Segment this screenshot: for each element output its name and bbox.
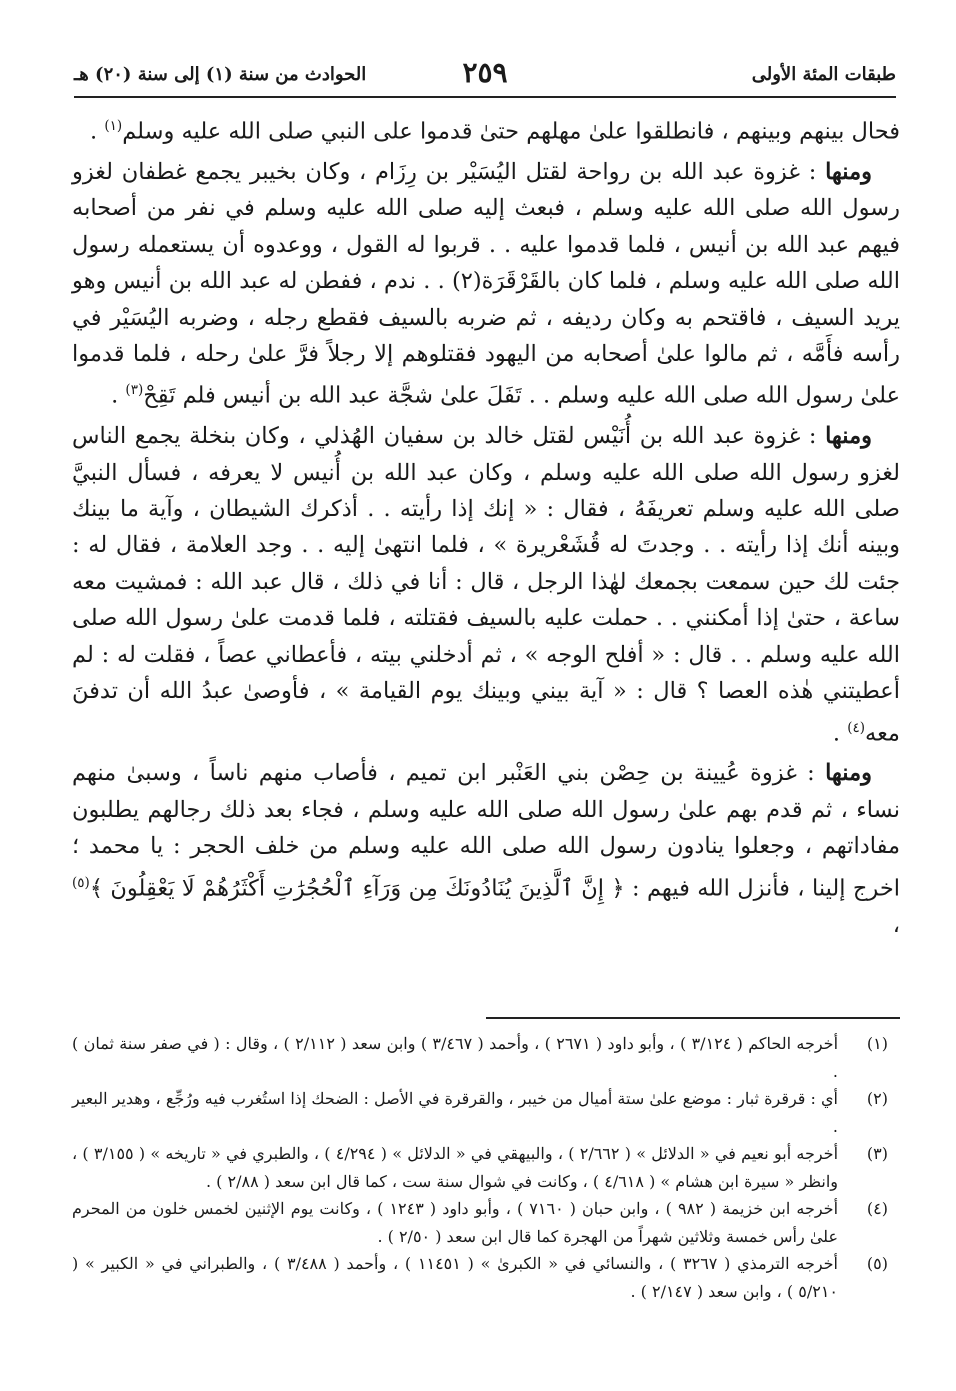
footnote-separator [486, 1017, 900, 1019]
paragraph-end: . [111, 382, 126, 409]
paragraph-text: : غزوة عُيينة بن حِصْن بني العَنْبر ابن تميم ، فأصاب منهم ناساً ، وسبىٰ منهم نساء ، ثم قدم بهم علىٰ رسول الله صلى الله عليه وسلم ، فجاء بعد ذلك رجالهم يطلبون مفاداتهم ، وجعلوا ينادون رسول الله صلى الله عليه وسلم من خلف الحجر : يا محمد ؛ اخرج إلينا ، فأنزل الله فيهم : ﴿ إِنَّ ٱلَّذِينَ يُنَادُونَكَ مِن وَرَآءِ ٱلْحُجُرَٰتِ أَكْثَرُهُمْ لَا يَعْقِلُونَ ﴾ [72, 760, 900, 902]
paragraph [72, 154, 900, 414]
footnote-ref[interactable]: (٥) [72, 874, 90, 891]
footnote-number: (٤) [866, 1199, 888, 1218]
main-text [72, 108, 900, 947]
paragraph-text: فحال بينهم وبينهم ، فانطلقوا علىٰ مهلهم حتىٰ قدموا على النبي صلى الله عليه وسلم [122, 118, 900, 145]
paragraph-text: : غزوة عبد الله بن رواحة لقتل اليُسَيْر بن رِزَام ، وكان بخيبر يجمع غطفان لغزو رسول الله صلى الله عليه وسلم ، فبعث إليه صلى الله عليه وسلم في نفر من أصحابه فيهم عبد الله بن أنيس ، فلما قدموا عليه . . قربوا له القول ، ووعدوه أن يستعمله رسول الله صلى الله عليه وسلم ، فلما كان بالقَرْقَرَة(٢) . . ندم ، ففطن له عبد الله بن أنيس وهو يريد السيف ، فاقتحم به وكان رديفه ، ثم ضربه بالسيف فقطع رجله ، وضربه اليُسَيْر في رأسه فأَمَّه ، ثم مالوا علىٰ أصحابه من اليهود فقتلوهم إلا رجلاً فرَّ علىٰ رحله ، فلما قدموا علىٰ رسول الله صلى الله عليه وسلم . . تَفَلَ علىٰ شجَّة عبد الله بن أنيس فلم تَقِحْ [72, 158, 900, 409]
footnote [72, 1195, 900, 1250]
footnote-text: أخرجه أبو نعيم في « الدلائل » ( ٢/٦٦٢ ) ، والبيهقي في « الدلائل » ( ٤/٢٩٤ ) ، والطبري في « تاريخه » ( ٣/١٥٥ ) ، وانظر « سيرة ابن هشام » ( ٤/٦١٨ ) ، وكانت في شوال سنة ست ، كما قال ابن سعد ( ٢/٨٨ ) . [72, 1144, 839, 1191]
footnotes [72, 1030, 900, 1305]
paragraph [72, 755, 900, 943]
footnote-text: أخرجه الترمذي ( ٣٢٦٧ ) ، والنسائي في « الكبرىٰ » ( ١١٤٥١ ) ، وأحمد ( ٣/٤٨٨ ) ، والطبراني في « الكبير » ( ٥/٢١٠ ) ، وابن سعد ( ٢/١٤٧ ) . [72, 1254, 839, 1301]
book-title: طبقات المئة الأولى [751, 64, 896, 85]
footnote-number: (٥) [866, 1254, 888, 1273]
footnote-number: (١) [866, 1034, 888, 1053]
chapter-title: الحوادث من سنة (١) إلى سنة (٢٠) هـ [74, 64, 367, 85]
paragraph-text: : غزوة عبد الله بن أُنَيْس لقتل خالد بن سفيان الهُذلي ، وكان بنخلة يجمع الناس لغزو رسول الله صلى الله عليه وسلم ، وكان عبد الله بن أُنيس لا يعرفه ، فسأل النبيَّ صلى الله عليه وسلم تعريفَهُ ، فقال : « إنك إذا رأيته . . أذكرك الشيطان ، وآية ما بينك وبينه أنك إذا رأيته . . وجدتَ له قُشَعْريرة » ، فلما انتهىٰ إليه . . وجد العلامة ، فقال له : جئت لك حين سمعت بجمعك لهٰذا الرجل ، قال : أنا في ذلك ، قال عبد الله : فمشيت معه ساعة ، حتىٰ إذا أمكنني . . حملت عليه بالسيف فقتلته ، فلما قدمت علىٰ رسول الله صلى الله عليه وسلم . . قال : « أفلح الوجه » ، ثم أدخلني بيته ، فأعطاني عصاً ، فقلت له : لم أعطيتني هٰذه العصا ؟ قال : « آية بيني وبينك يوم القيامة » ، فأوصىٰ عبدُ الله أن تدفنَ معه [72, 423, 900, 746]
footnote [72, 1250, 900, 1305]
footnote-text: أخرجه الحاكم ( ٣/١٢٤ ) ، وأبو داود ( ٢٦٧١ ) ، وأحمد ( ٣/٤٦٧ ) وابن سعد ( ٢/١١٢ ) ، وقال : ( في صفر سنة ثمان ) . [72, 1034, 839, 1081]
footnote-number: (٢) [866, 1089, 888, 1108]
running-header [74, 56, 896, 98]
footnote-ref[interactable]: (٣) [125, 382, 144, 399]
paragraph-lead: ومنها [825, 760, 872, 787]
page-number: ٢٥٩ [462, 56, 508, 89]
header-rule [74, 96, 896, 98]
paragraph [72, 108, 900, 150]
paragraph [72, 418, 900, 751]
paragraph-lead: ومنها [825, 158, 872, 185]
footnote-text: أخرجه ابن خزيمة ( ٩٨٢ ) ، وابن حبان ( ٧١٦٠ ) ، وأبو داود ( ١٢٤٣ ) ، وكانت يوم الإثنين لخمس خلون من المحرم علىٰ رأس خمسة وثلاثين شهراً من الهجرة كما قال ابن سعد ( ٢/٥٠ ) . [72, 1199, 839, 1246]
footnote-text: أي : قرقرة ثبار : موضع علىٰ ستة أميال من خيبر ، والقرقرة في الأصل : الضحك إذا استُغرب فيه ورُجِّع ، وهدير البعير . [72, 1089, 838, 1136]
paragraph-end: . [90, 118, 105, 145]
footnote [72, 1085, 900, 1140]
paragraph-end: ، [892, 911, 900, 938]
footnote-ref[interactable]: (٤) [847, 719, 866, 736]
paragraph-lead: ومنها [825, 423, 872, 450]
footnote [72, 1030, 900, 1085]
footnote-number: (٣) [866, 1144, 888, 1163]
footnote [72, 1140, 900, 1195]
footnote-ref[interactable]: (١) [104, 118, 123, 134]
paragraph-end: . [832, 720, 848, 746]
